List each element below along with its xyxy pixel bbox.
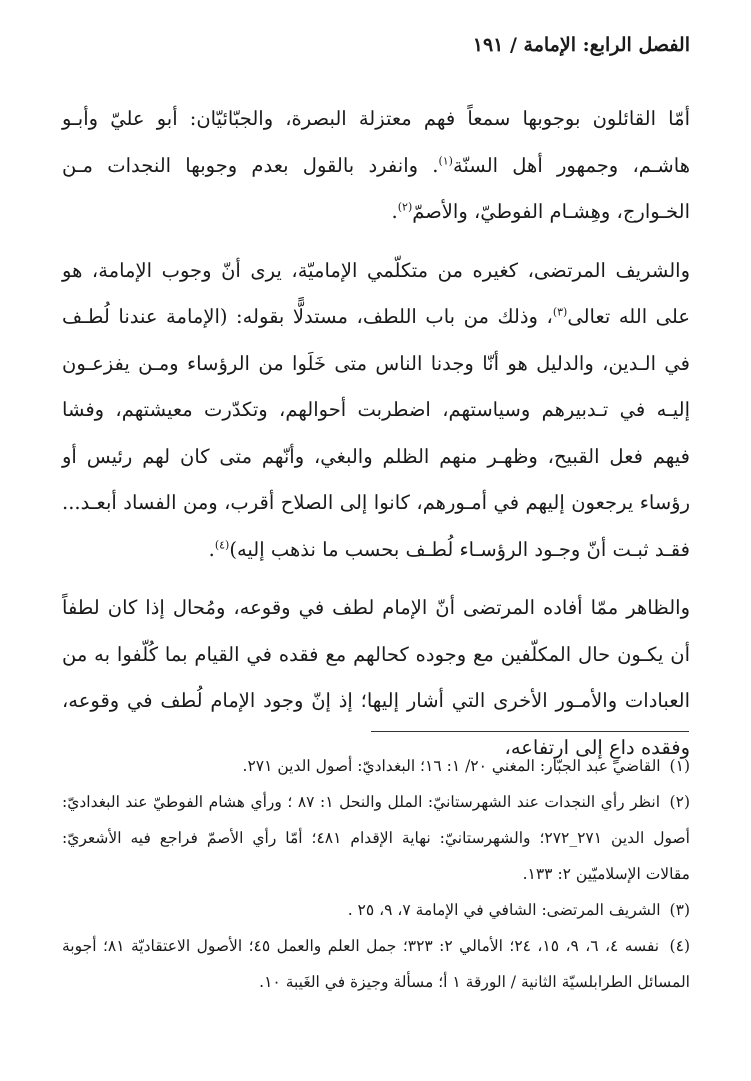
paragraph-1-text-c: . [391, 200, 398, 223]
footnote-2 [62, 784, 690, 892]
footnote-4-number: (٤) [669, 937, 690, 955]
paragraph-1 [62, 96, 690, 236]
paragraph-1-text-a: أمّا القائلون بوجوبها سمعاً فهم معتزلة البصرة، والجبّائيّان: أبو عليّ وأبـو هاشـم، وجمهور أهل السنّة [62, 107, 690, 177]
paragraph-2-text-a: والشريف المرتضى، كغيره من متكلّمي الإماميّة، يرى أنّ وجوب الإمامة، هو على الله تعالى [62, 258, 691, 328]
paragraph-1-text-b: . وانفرد بالقول بعدم وجوبها النجدات مـن الخـوارج، وهِشـام الفوطيّ، والأصمّ [62, 153, 690, 223]
paragraph-2-text-c: . [208, 537, 215, 561]
footnote-2-number: (٢) [669, 793, 690, 811]
footnote-1-number: (١) [669, 757, 690, 775]
footnote-2-text: انظر رأي النجدات عند الشهرستانيّ: الملل والنحل ١: ٨٧ ؛ ورأي هشام الفوطيّ عند البغداديّ: أصول الدين ٢٧١_٢٧٢؛ والشهرستانيّ: نهاية الإقدام ٤٨١؛ أمّا رأي الأصمّ فراجع فيه الأشعريّ: مقالات الإسلاميّين ٢: ١٣٣. [62, 793, 690, 883]
footnote-1-text: القاضي عبد الجبّار: المغني ٢٠/ ١: ١٦؛ البغداديّ: أصول الدين ٢٧١. [242, 757, 661, 775]
footnote-ref-2[interactable]: (٢) [397, 200, 413, 214]
footnote-1 [62, 748, 690, 784]
footnote-3 [62, 892, 690, 928]
footnote-ref-1[interactable]: (١) [438, 154, 453, 167]
footnote-ref-3[interactable]: (٣) [552, 305, 568, 319]
paragraph-2 [62, 248, 690, 574]
paragraph-3: والظاهر ممّا أفاده المرتضى أنّ الإمام لطف في وقوعه، ومُحال إذا كان لطفاً أن يكـون حال المكلّفين مع وجوده كحالهم مع فقده في القيام بما كُلّفوا به من العبادات والأمـور الأخرى التي أشار إليها؛ إذ إنّ وجود الإمام لُطف في وقوعه، وفقده داعٍ إلى ارتفاعه، [62, 596, 690, 759]
footnote-3-text: الشريف المرتضى: الشافي في الإمامة ٧، ٩، ٢٥ . [347, 901, 661, 919]
paragraph-2-text-b: ، وذلك من باب اللطف، مستدلًّا بقوله: (الإمامة عندنا لُطـف في الـدين، والدليل هو أنّا وجدنا الناس متى خَلَوا من الرؤساء ومـن يفزعـون إليـه في تـدبيرهم وسياستهم، اضطربت أحوالهم، وتكدّرت معيشتهم، وفشا فيهم فعل القبيح، وظهـر منهم الظلم والبغي، وأنّهم متى كان لهم رئيس أو رؤساء يرجعون إليهم في أمـورهم، كانوا إلى الصلاح أقرب، ومن الفساد أبعـد... فقـد ثبـت أنّ وجـود الرؤسـاء لُطـف بحسب ما نذهب إليه) [62, 305, 690, 561]
footnotes [62, 748, 690, 1000]
footnote-4-text: نفسه ٤، ٦، ٩، ١٥، ٢٤؛ الأمالي ٢: ٣٢٣؛ جمل العلم والعمل ٤٥؛ الأصول الاعتقاديّة ٨١؛ أجوبة المسائل الطرابلسيّة الثانية / الورقة ١ أ؛ مسألة وجيزة في الغَيبة ١٠. [62, 937, 690, 991]
footnote-ref-4[interactable]: (٤) [214, 538, 230, 551]
footnote-divider [371, 731, 689, 732]
page-body [62, 28, 690, 783]
footnote-3-number: (٣) [669, 901, 690, 919]
running-header: الفصل الرابع: الإمامة / ١٩١ [472, 34, 690, 56]
footnote-4 [62, 928, 690, 1000]
